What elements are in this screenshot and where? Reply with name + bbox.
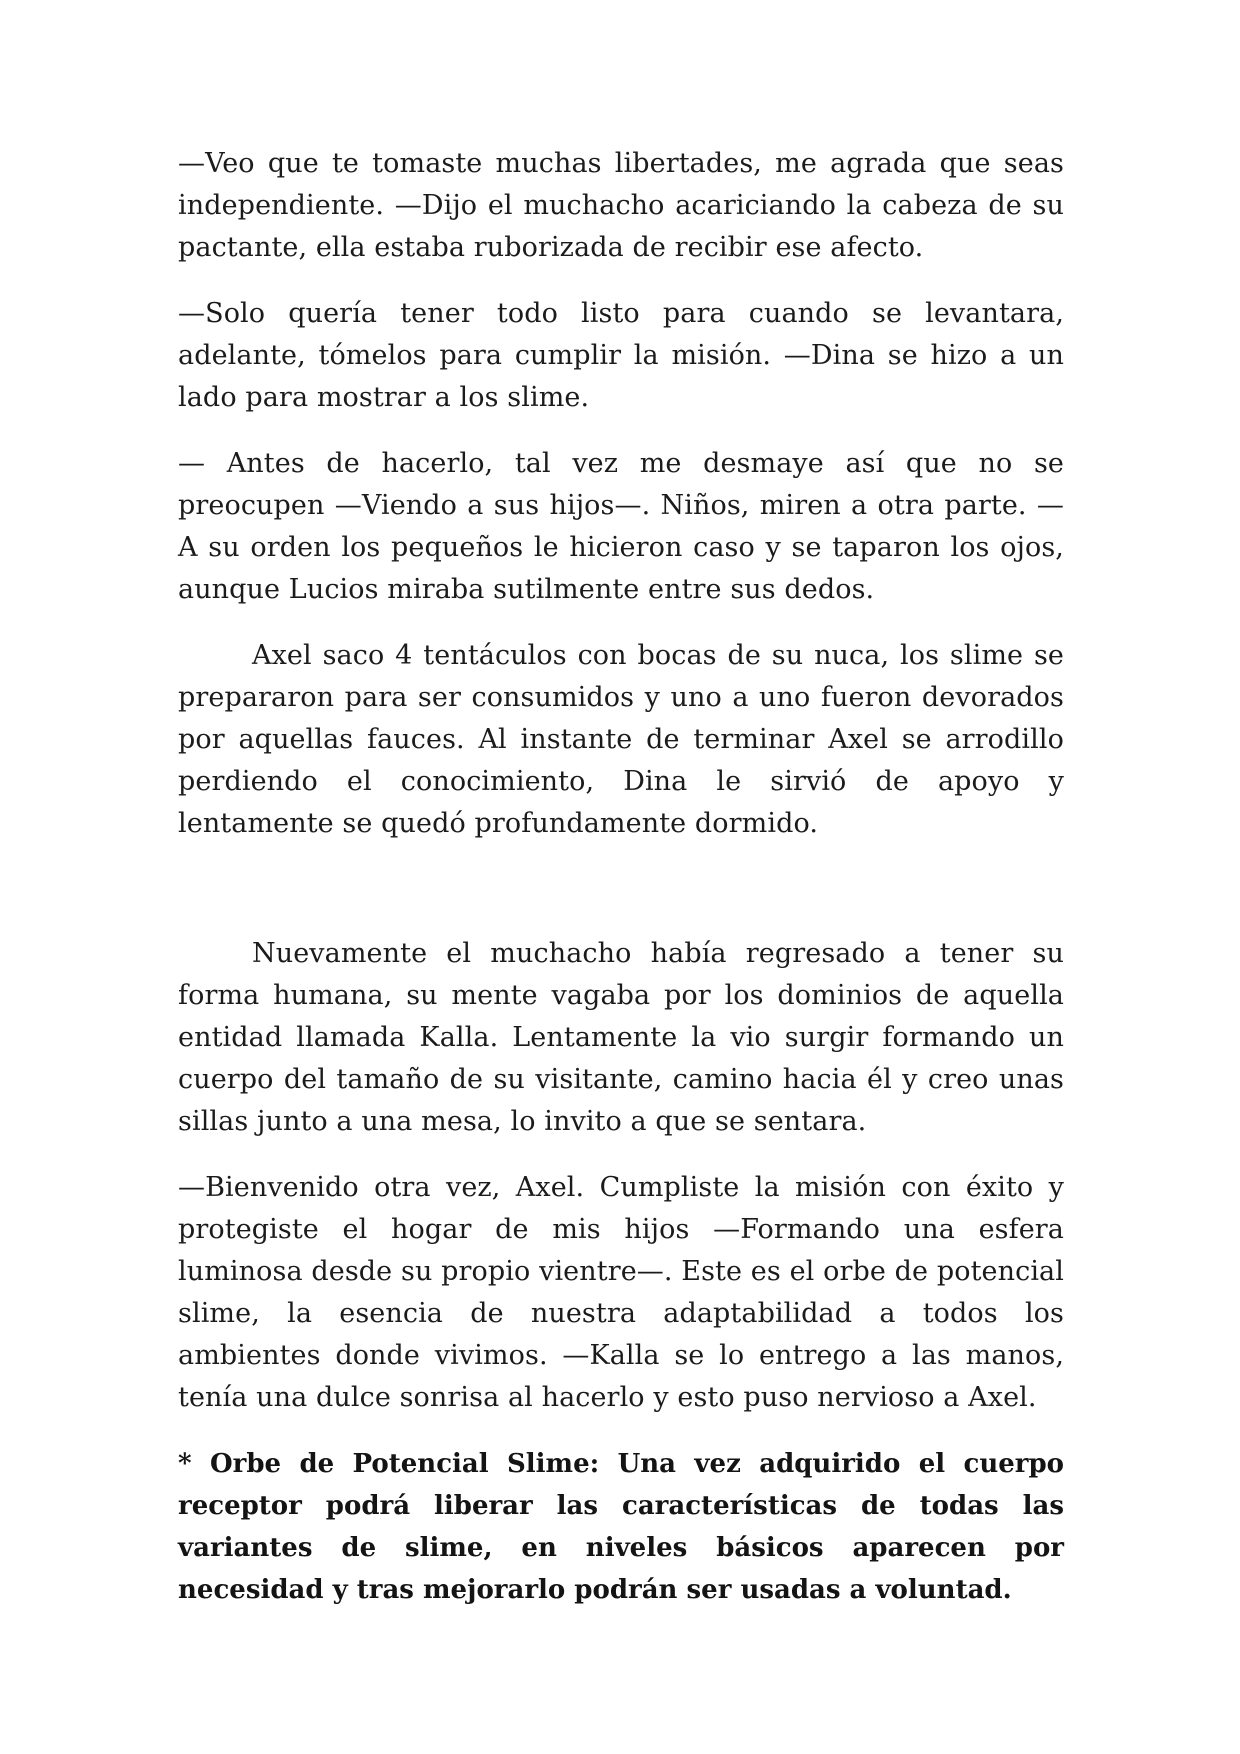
dialogue-paragraph: —Veo que te tomaste muchas libertades, me agrada que seas independiente. —Dijo el muchacho acariciando la cabeza de su pactante, ella estaba ruborizada de recibir ese afecto.: [178, 148, 1064, 263]
dialogue-paragraph: —Solo quería tener todo listo para cuando se levantara, adelante, tómelos para cumplir la misión. —Dina se hizo a un lado para mostrar a los slime.: [178, 298, 1064, 413]
document-page: [178, 143, 1064, 1611]
narrative-paragraph: Nuevamente el muchacho había regresado a tener su forma humana, su mente vagaba por los dominios de aquella entidad llamada Kalla. Lentamente la vio surgir formando un cuerpo del tamaño de su visitante, camino hacia él y creo unas sillas junto a una mesa, lo invito a que se sentara.: [178, 938, 1064, 1137]
dialogue-paragraph: — Antes de hacerlo, tal vez me desmaye así que no se preocupen —Viendo a sus hijos—. Niños, miren a otra parte. —A su orden los pequeños le hicieron caso y se taparon los ojos, aunque Lucios miraba sutilmente entre sus dedos.: [178, 448, 1064, 605]
system-note: * Orbe de Potencial Slime: Una vez adquirido el cuerpo receptor podrá liberar las características de todas las variantes de slime, en niveles básicos aparecen por necesidad y tras mejorarlo podrán ser usadas a voluntad.: [178, 1449, 1064, 1605]
dialogue-paragraph: —Bienvenido otra vez, Axel. Cumpliste la misión con éxito y protegiste el hogar de mis hijos —Formando una esfera luminosa desde su propio vientre—. Este es el orbe de potencial slime, la esencia de nuestra adaptabilidad a todos los ambientes donde vivimos. —Kalla se lo entrego a las manos, tenía una dulce sonrisa al hacerlo y esto puso nervioso a Axel.: [178, 1172, 1064, 1413]
scene-break: [178, 845, 1064, 933]
narrative-paragraph: Axel saco 4 tentáculos con bocas de su nuca, los slime se prepararon para ser consumidos y uno a uno fueron devorados por aquellas fauces. Al instante de terminar Axel se arrodillo perdiendo el conocimiento, Dina le sirvió de apoyo y lentamente se quedó profundamente dormido.: [178, 640, 1064, 839]
